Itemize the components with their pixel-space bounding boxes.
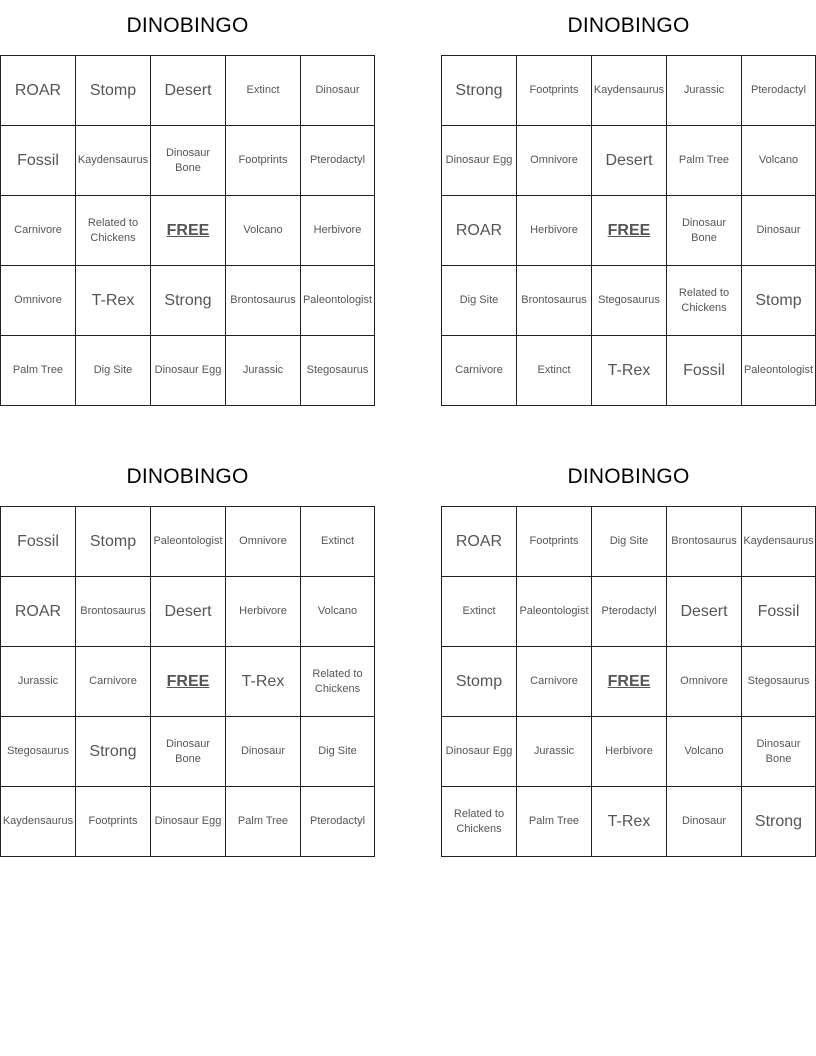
- bingo-cell: Fossil: [742, 577, 816, 647]
- bingo-card-3: [0, 464, 375, 857]
- bingo-cell: Strong: [76, 717, 151, 787]
- bingo-cell: Brontosaurus: [76, 577, 151, 647]
- bingo-cell: Extinct: [517, 336, 592, 406]
- free-space-cell: FREE: [151, 647, 226, 717]
- bingo-cell: Stomp: [76, 507, 151, 577]
- bingo-cell: Brontosaurus: [517, 266, 592, 336]
- bingo-cell: T-Rex: [76, 266, 151, 336]
- bingo-cell: ROAR: [1, 56, 76, 126]
- bingo-cell: Extinct: [226, 56, 301, 126]
- bingo-cell: Dinosaur Egg: [442, 717, 517, 787]
- bingo-cell: Dinosaur Egg: [442, 126, 517, 196]
- bingo-cell: Extinct: [301, 507, 375, 577]
- bingo-cell: Volcano: [226, 196, 301, 266]
- bingo-cell: Kaydensaurus: [742, 507, 816, 577]
- bingo-cell: Footprints: [226, 126, 301, 196]
- bingo-cell: Related to Chickens: [301, 647, 375, 717]
- bingo-cell: Dinosaur: [667, 787, 742, 857]
- bingo-grid: [0, 55, 375, 406]
- bingo-cell: Dig Site: [442, 266, 517, 336]
- bingo-cell: Dig Site: [592, 507, 667, 577]
- bingo-cell: Dinosaur Egg: [151, 336, 226, 406]
- bingo-cell: Stegosaurus: [1, 717, 76, 787]
- bingo-cell: Stegosaurus: [592, 266, 667, 336]
- bingo-cell: Related to Chickens: [667, 266, 742, 336]
- free-space-cell: FREE: [592, 196, 667, 266]
- bingo-cell: Volcano: [301, 577, 375, 647]
- bingo-cell: Dinosaur Bone: [151, 717, 226, 787]
- bingo-cell: Paleontologist: [517, 577, 592, 647]
- bingo-cell: Stomp: [76, 56, 151, 126]
- bingo-cell: Paleontologist: [151, 507, 226, 577]
- bingo-grid: [0, 506, 375, 857]
- free-space-cell: FREE: [592, 647, 667, 717]
- bingo-cell: Dinosaur: [742, 196, 816, 266]
- bingo-cell: Jurassic: [1, 647, 76, 717]
- card-title: DINOBINGO: [567, 465, 690, 488]
- bingo-cell: Omnivore: [667, 647, 742, 717]
- bingo-cell: Omnivore: [1, 266, 76, 336]
- bingo-cell: Volcano: [742, 126, 816, 196]
- bingo-cell: Extinct: [442, 577, 517, 647]
- bingo-cell: Pterodactyl: [301, 787, 375, 857]
- bingo-cell: Footprints: [76, 787, 151, 857]
- bingo-cell: Jurassic: [517, 717, 592, 787]
- bingo-cell: Stomp: [742, 266, 816, 336]
- free-space-cell: FREE: [151, 196, 226, 266]
- bingo-cell: Related to Chickens: [442, 787, 517, 857]
- bingo-cell: Desert: [667, 577, 742, 647]
- bingo-cell: Strong: [742, 787, 816, 857]
- bingo-cell: Dinosaur Egg: [151, 787, 226, 857]
- card-title: DINOBINGO: [567, 14, 690, 37]
- bingo-grid: [441, 55, 816, 406]
- bingo-cell: Fossil: [1, 507, 76, 577]
- bingo-cell: Footprints: [517, 56, 592, 126]
- bingo-cell: ROAR: [442, 196, 517, 266]
- bingo-cell: Palm Tree: [517, 787, 592, 857]
- bingo-cell: Dig Site: [301, 717, 375, 787]
- bingo-grid: [441, 506, 816, 857]
- bingo-cell: Dinosaur: [301, 56, 375, 126]
- bingo-cell: Volcano: [667, 717, 742, 787]
- bingo-cell: Herbivore: [226, 577, 301, 647]
- bingo-cell: Kaydensaurus: [76, 126, 151, 196]
- bingo-cell: Brontosaurus: [226, 266, 301, 336]
- bingo-cell: Stegosaurus: [301, 336, 375, 406]
- bingo-card-2: [441, 13, 816, 406]
- bingo-cell: Desert: [151, 577, 226, 647]
- bingo-cell: Herbivore: [592, 717, 667, 787]
- bingo-cell: Kaydensaurus: [592, 56, 667, 126]
- bingo-cell: Carnivore: [76, 647, 151, 717]
- bingo-cell: T-Rex: [592, 336, 667, 406]
- bingo-cell: Fossil: [667, 336, 742, 406]
- bingo-cell: Palm Tree: [1, 336, 76, 406]
- bingo-cell: Kaydensaurus: [1, 787, 76, 857]
- bingo-cell: Pterodactyl: [301, 126, 375, 196]
- bingo-card-1: [0, 13, 375, 406]
- bingo-cell: Dinosaur Bone: [151, 126, 226, 196]
- bingo-cell: Palm Tree: [667, 126, 742, 196]
- bingo-cell: Strong: [151, 266, 226, 336]
- bingo-cell: T-Rex: [592, 787, 667, 857]
- bingo-cell: Stegosaurus: [742, 647, 816, 717]
- bingo-cell: Fossil: [1, 126, 76, 196]
- bingo-cell: Jurassic: [667, 56, 742, 126]
- bingo-cell: Dig Site: [76, 336, 151, 406]
- bingo-cell: Dinosaur Bone: [742, 717, 816, 787]
- bingo-cell: Brontosaurus: [667, 507, 742, 577]
- bingo-cell: Herbivore: [517, 196, 592, 266]
- bingo-cell: Related to Chickens: [76, 196, 151, 266]
- bingo-cell: Carnivore: [1, 196, 76, 266]
- card-title: DINOBINGO: [126, 14, 249, 37]
- bingo-cell: Desert: [151, 56, 226, 126]
- bingo-cell: Dinosaur Bone: [667, 196, 742, 266]
- bingo-cell: Carnivore: [517, 647, 592, 717]
- bingo-cell: Stomp: [442, 647, 517, 717]
- bingo-cell: Herbivore: [301, 196, 375, 266]
- bingo-cell: Desert: [592, 126, 667, 196]
- bingo-cell: Footprints: [517, 507, 592, 577]
- bingo-cell: Palm Tree: [226, 787, 301, 857]
- bingo-cell: Jurassic: [226, 336, 301, 406]
- bingo-card-4: [441, 464, 816, 857]
- bingo-cell: Paleontologist: [742, 336, 816, 406]
- bingo-cell: Omnivore: [517, 126, 592, 196]
- bingo-cell: Dinosaur: [226, 717, 301, 787]
- bingo-cell: Carnivore: [442, 336, 517, 406]
- bingo-cell: Paleontologist: [301, 266, 375, 336]
- bingo-cell: Pterodactyl: [592, 577, 667, 647]
- bingo-cell: ROAR: [442, 507, 517, 577]
- bingo-cell: Strong: [442, 56, 517, 126]
- bingo-cell: Omnivore: [226, 507, 301, 577]
- bingo-cell: Pterodactyl: [742, 56, 816, 126]
- card-title: DINOBINGO: [126, 465, 249, 488]
- bingo-cell: T-Rex: [226, 647, 301, 717]
- bingo-cell: ROAR: [1, 577, 76, 647]
